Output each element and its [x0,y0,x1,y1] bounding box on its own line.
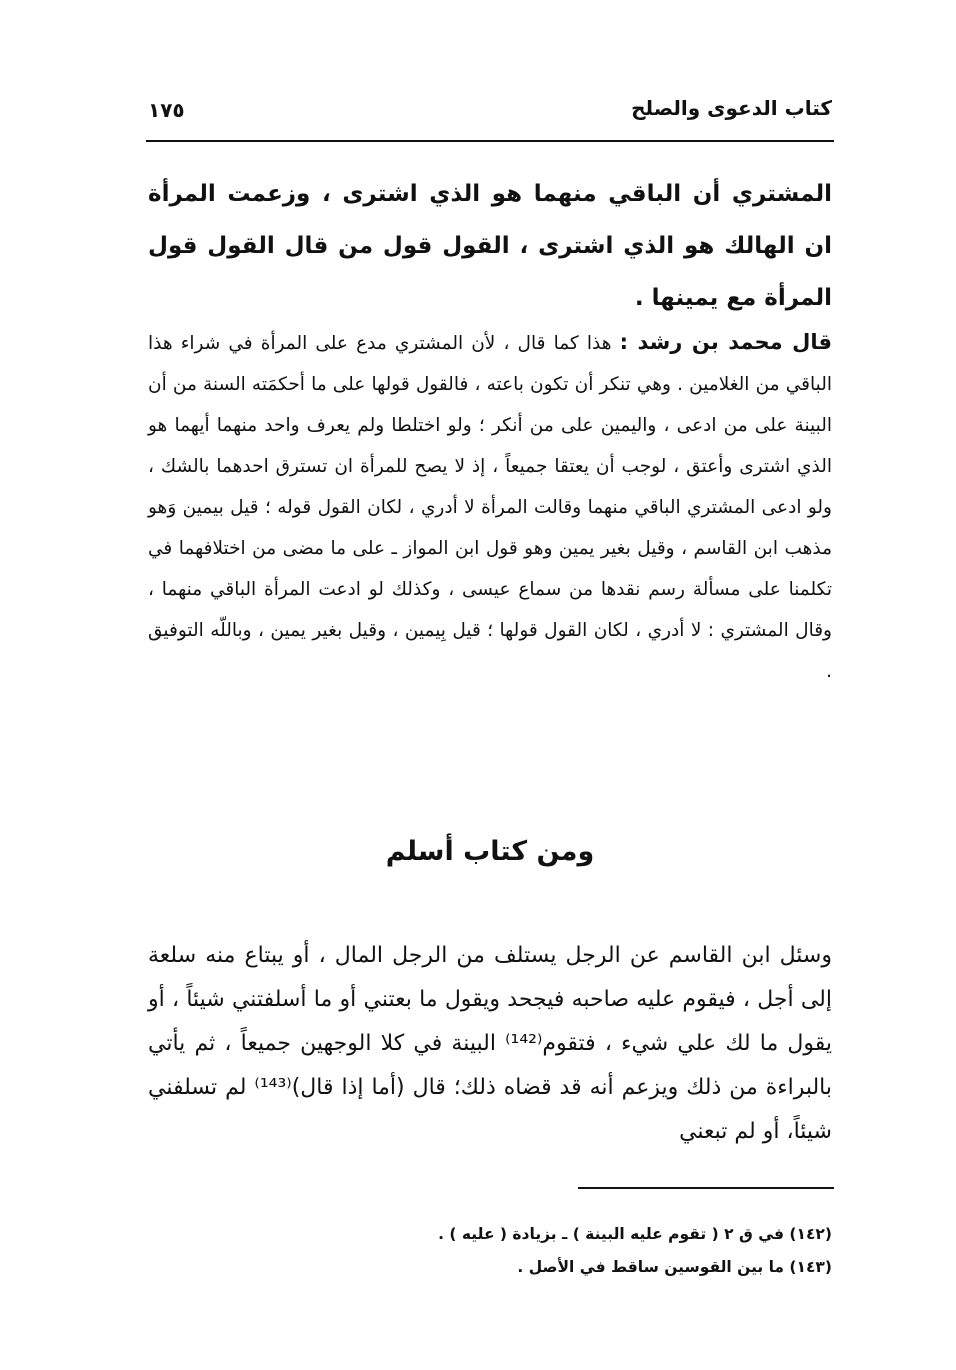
footnote-rule [578,1187,834,1189]
section-heading: ومن كتاب أسلم [385,836,595,867]
footnote-143: (١٤٣) ما بين القوسين ساقط في الأصل . [517,1258,832,1276]
paragraph-bottom: وسئل ابن القاسم عن الرجل يستلف من الرجل المال ، أو يبتاع منه سلعة إلى أجل ، فيقوم عليه صاحبه فيجحد ويقول ما بعتني أو ما أسلفتني شيئاً ، أو يقول ما لك علي شيء ، فتقوم⁽¹⁴²⁾ البينة في كلا الوجهين جميعاً ، ثم يأتي بالبراءة من ذلك ويزعم أنه قد قضاه ذلك؛ قال (أما إذا قال)⁽¹⁴³⁾ لم تسلفني شيئاً، أو لم تبعني [148,943,832,1144]
commentary-text: هذا كما قال ، لأن المشتري مدع على المرأة في شراء هذا الباقي من الغلامين . وهي تنكر أن تكون باعته ، فالقول قولها على ما أحكمَته السنة من أن البينة على من ادعى ، واليمين على من أنكر ؛ ولو اختلطا ولم يعرف واحد منهما أيهما هو الذي اشترى وأعتق ، لوجب أن يعتقا جميعاً ، إذ لا يصح للمرأة ان تسترق احدهما بالشك ، ولو ادعى المشتري الباقي منهما وقالت المرأة لا أدري ، لكان القول قوله ؛ قيل بيمين وَهو مذهب ابن القاسم ، وقيل بغير يمين وهو قول ابن المواز ـ على ما مضى من اختلافهما في تكلمنا على مسألة رسم نقدها من سماع عيسى ، وكذلك لو ادعت المرأة الباقي منهما ، وقال المشتري : لا أدري ، لكان القول قولها ؛ قيل بِيمين ، وقيل بغير يمين ، وباللّه التوفيق . [148,333,832,682]
speaker-label: قال محمد بن رشد : [619,330,832,354]
page-number: ١٧٥ [148,98,185,122]
paragraph-top: المشتري أن الباقي منهما هو الذي اشترى ، وزعمت المرأة ان الهالك هو الذي اشترى ، القول قول من قال القول قول المرأة مع يمينها . [148,181,832,311]
header-rule [146,140,834,142]
paragraph-commentary [148,322,832,692]
running-header [148,92,832,136]
footnote-142: (١٤٢) في ق ٢ ( تقوم عليه البينة ) ـ بزيادة ( عليه ) . [438,1225,832,1243]
footnotes [148,1218,832,1284]
book-title: كتاب الدعوى والصلح [631,96,832,120]
